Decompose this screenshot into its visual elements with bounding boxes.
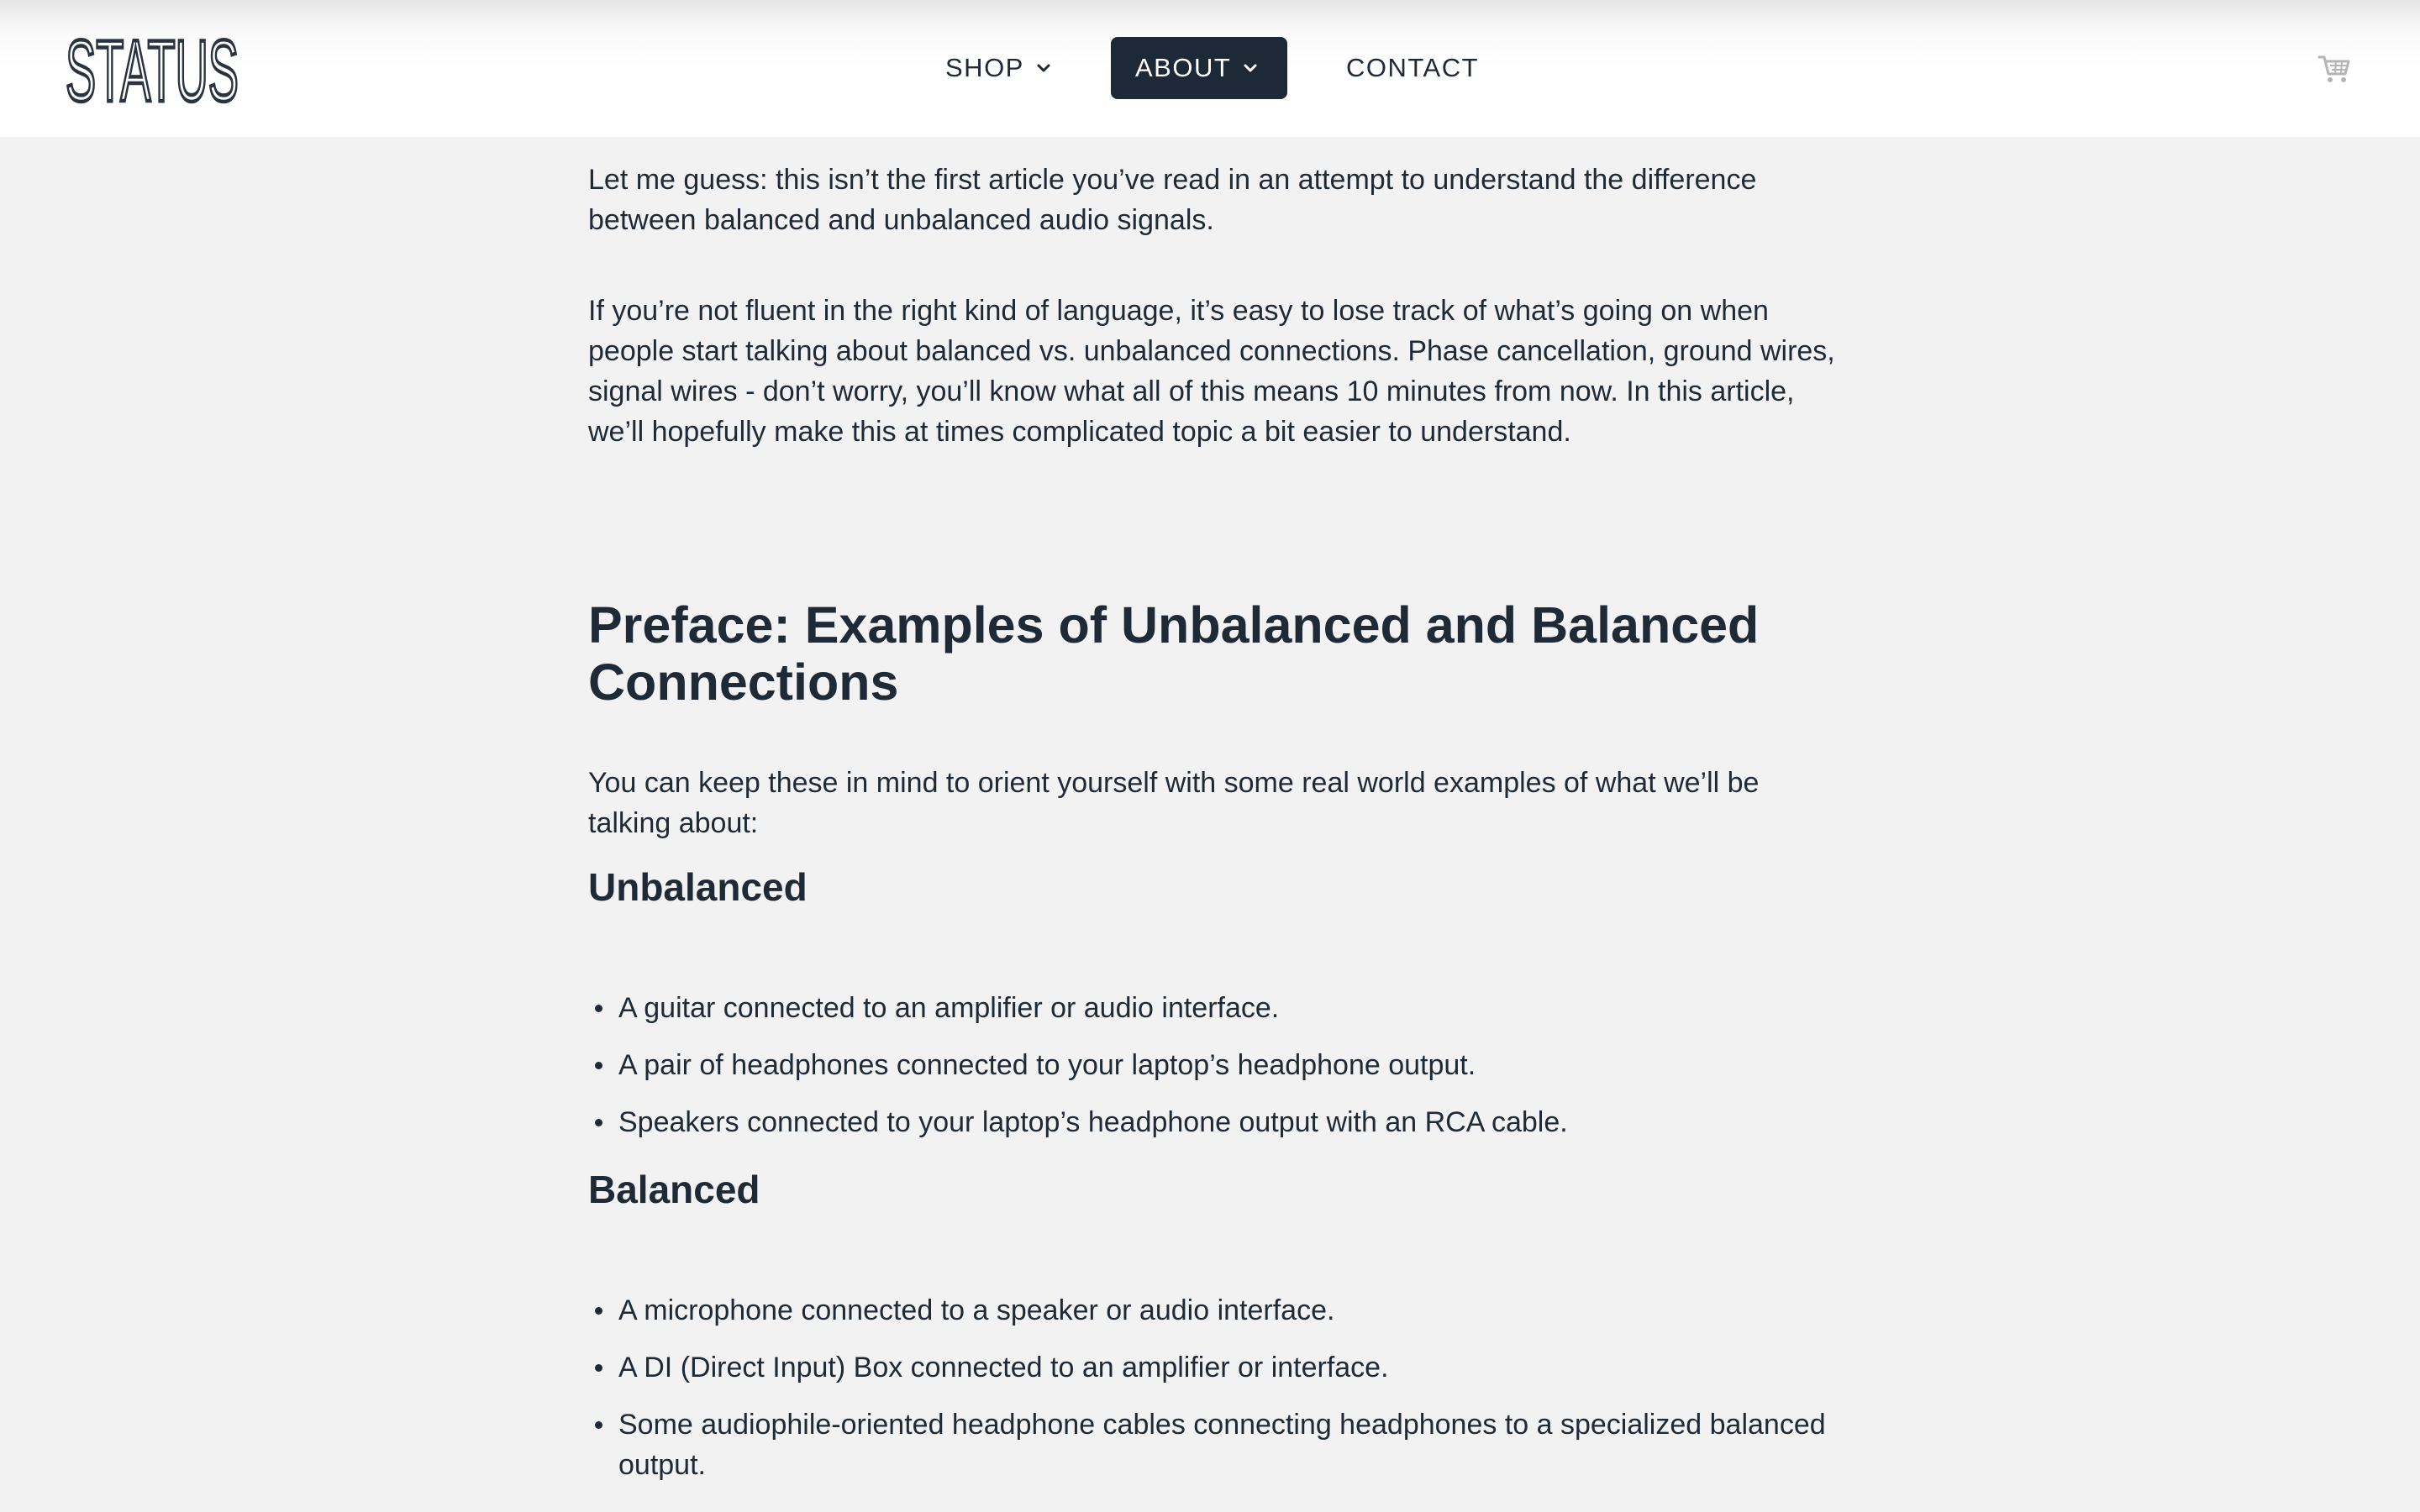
unbalanced-heading: Unbalanced (588, 865, 808, 909)
nav-about[interactable] (1111, 37, 1287, 99)
nav-contact-label: CONTACT (1346, 53, 1480, 82)
unbalanced-list (588, 988, 1840, 1159)
intro-paragraph-2: If you’re not fluent in the right kind of language, it’s easy to lose track of what’s going on when people start talking about balanced vs. unbalanced connections. Phase cancellation, ground wires, signal wires - don’t worry, you’ll know what all of this means 10 minutes from now. In this article, we’ll hopefully make this at times complicated topic a bit easier to understand. (588, 295, 1835, 448)
list-item: Speakers connected to your laptop’s headphone output with an RCA cable. (588, 1102, 1840, 1142)
list-item: A pair of headphones connected to your laptop’s headphone output. (588, 1045, 1840, 1085)
list-item: A guitar connected to an amplifier or audio interface. (588, 988, 1840, 1028)
svg-text:STATUS: STATUS (66, 23, 239, 120)
intro-paragraph-1: Let me guess: this isn’t the first article you’ve read in an attempt to understand the difference between balanced and unbalanced audio signals. (588, 164, 1757, 236)
nav-shop-label: SHOP (945, 53, 1024, 82)
nav-shop[interactable] (929, 37, 1068, 99)
cart-icon[interactable] (2317, 54, 2351, 84)
chevron-down-icon (1243, 63, 1258, 73)
balanced-heading: Balanced (588, 1168, 760, 1211)
nav-about-label: ABOUT (1135, 53, 1232, 82)
list-item: Some audiophile-oriented headphone cables connecting headphones to a specialized balanced output. (588, 1404, 1840, 1485)
list-item: A DI (Direct Input) Box connected to an amplifier or interface. (588, 1347, 1840, 1388)
balanced-list (588, 1290, 1840, 1502)
list-item: A microphone connected to a speaker or audio interface. (588, 1290, 1840, 1331)
main-nav (0, 37, 2420, 99)
section-heading: Preface: Examples of Unbalanced and Balanced Connections (588, 596, 1760, 711)
preface-paragraph: You can keep these in mind to orient yourself with some real world examples of what we’ll be talking about: (588, 767, 1760, 839)
nav-contact[interactable] (1329, 37, 1479, 99)
chevron-down-icon (1036, 63, 1051, 73)
site-header (0, 0, 2420, 137)
